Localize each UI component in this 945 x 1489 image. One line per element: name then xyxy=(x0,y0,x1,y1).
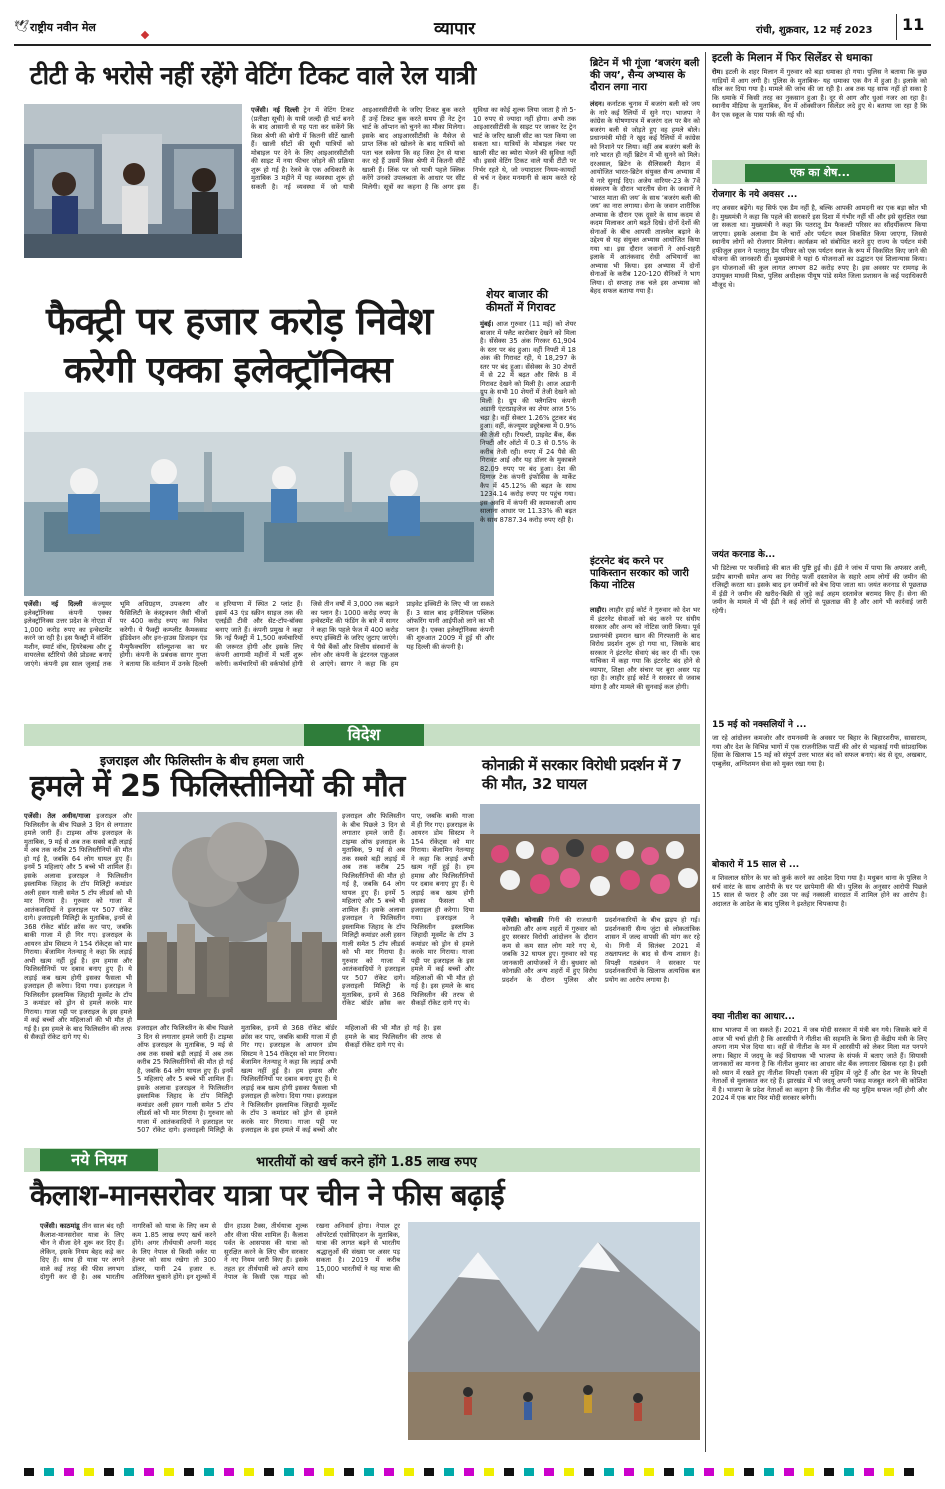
videsh-label: विदेश xyxy=(304,724,424,746)
kailash-body xyxy=(40,1222,400,1440)
conakry-text: गिनी की राजधानी कोनाक्री और अन्य शहरों में गुरुवार को हुए सरकार विरोधी आंदोलन के दौरान कम से कम सात लोग मारे गए थे, जबकि 32 घायल हुए। गुरुवार को यह जानकारी आयोजकों ने दी। बुधवार को कोनाक्री और अन्य शहरों में हुए विरोध प्रदर्शन के दौरान पुलिस और प्रदर्शनकारियों के बीच झड़प हो गई। प्रदर्शनकारी सैन्य जुंटा से लोकतांत्रिक शासन में जल्द वापसी की मांग कर रहे थे। गिनी में सितंबर 2021 में तख्तापलट के बाद से सैन्य शासन है। विपक्षी गठबंधन ने सरकार पर प्रदर्शनकारियों के खिलाफ अत्यधिक बल प्रयोग का आरोप लगाया है। xyxy=(502,916,700,984)
factory-workers-image xyxy=(24,392,494,596)
side-item-5-title: क्या नीतीश का आधार... xyxy=(712,1012,795,1022)
gaza-strike-photo xyxy=(137,812,337,1020)
bird-logo-icon: 🕊 xyxy=(14,19,30,33)
gaza-dateline: एजेंसी। तेल अवीव/गाजा xyxy=(24,812,91,820)
masthead-divider xyxy=(896,14,897,40)
pencil-icon xyxy=(141,31,149,39)
mountain-pilgrims-image xyxy=(408,1222,700,1440)
factory-body xyxy=(24,600,494,720)
gaza-body-left xyxy=(24,812,132,1140)
market-dateline: मुंबई। xyxy=(480,320,494,328)
factory-text: कंज्यूमर इलेक्ट्रॉनिक्स कंपनी एक्का इलेक्ट्रॉनिक्स उत्तर प्रदेश के नोएडा में 1,000 करोड़ रुपए का इन्वेस्टमेंट करने जा रही है। इस फैक्ट्री में वॉशिंग मशीन, स्मार्ट वॉच, हियरेबल्स और ट्रू वायरलेस स्टीरियो जैसे प्रोडक्ट बनाए जाएंगे। कंपनी इस साल जुलाई तक भूमि अधिग्रहण, उपकरण और फैसिलिटी के कंस्ट्रक्शन जैसी चीजों पर 400 करोड़ रुपए का निवेश करेगी। ये फैक्ट्री कम्प्लीट कैमकसड इंडिग्रेशन और इन-हाउस डिजाइन एंड मैन्युफैक्चरिंग सॉल्यूशन्स का घर होगी। कंपनी के प्रबंधक सागर गुप्ता ने बताया कि वर्तमान में उनके दिल्ली व हरियाणा में स्थित 2 प्लांट हैं। इसमें 43 एंड स्क्रीन साइज तक की एलईडी टीवी और सेट-टॉप-बॉक्स बनाए जाते हैं। कंपनी प्रमुख ने कहा कि नई फैक्ट्री में 1,500 कर्मचारियों की जरूरत होगी और इसके लिए कंपनी आगामी महीनों में भर्ती शुरू करेगी। कर्मचारियों की वर्कफोर्स होगी जिसे तीन वर्षों में 3,000 तक बढ़ाने का प्लान है। 1000 करोड़ रुपए के इन्वेस्टमेंट की फंडिंग के बारे में सागर ने कहा कि पहले फेज में 400 करोड़ रुपए इक्विटी के जरिए जुटाए जाएंगे। ये पैसे बैंकों और वित्तीय संस्थानों के लोन और कंपनी के इंटरनल एक्रुअल से आएंगे। सागर ने कहा कि हम प्राइवेट इक्विटी के लिए भी जा सकते हैं। 3 साल बाद इनीशियल पब्लिक ऑफरिंग यानी आईपीओ लाने का भी प्लान है। एक्का इलेक्ट्रॉनिक्स कंपनी की शुरुआत 2009 में हुई थी और यह दिल्ली की कंपनी है। xyxy=(24,600,494,668)
factory-photo xyxy=(24,392,494,596)
internet-dateline: लाहौर। xyxy=(590,606,607,614)
factory-dateline: एजेंसी। नई दिल्ली xyxy=(24,600,83,608)
side-item-5-body: साथ भाजपा में जा सकते हैं। 2021 में जब मोदी सरकार में मंत्री बन गये। जिसके बारे में आज भी चर्चा होती है कि आरसीपी ने नीतीश की सहमति के बिना ही केंद्रीय मंत्री के लिए अपना नाम भेज दिया था। वहीं से नीतीश के मन में आरसीपी को लेकर मिला मत पनपने लगा। बिहार में जदयू के कई विधायक भी भाजपा के संपर्क में बताए जाते हैं। सियासी जानकारों का मानना है कि नीतीश कुमार का आधार वोट बैंक लगातार खिसक रहा है। इसी को ध्यान में रखते हुए नीतीश विपक्षी एकता की मुहिम में जुटे हैं और देश भर के विपक्षी नेताओं से मुलाकात कर रहे हैं। झारखंड में भी जदयू अपनी पकड़ मजबूत करने की कोशिश में है। भाजपा के प्रदेश नेताओं का कहना है कि नीतीश की यह मुहिम सफल नहीं होगी और 2024 में एक बार फिर मोदी सरकार बनेगी। xyxy=(712,1026,927,1102)
rail-text: ट्रेन में वेटिंग टिकट (प्रतीक्षा सूची) के यात्री जल्दी ही चार्ट बनने के बाद आसानी से यह पता कर सकेंगे कि किस श्रेणी की बोगी में कितनी सीटें खाली हैं। खाली सीटों की सूची यात्रियों को मोबाइल पर देने के लिए आइआरसीटीसी की साइट में नया फीचर जोड़ने की प्रक्रिया शुरू हो गई है। रेलवे के एक अधिकारी के मुताबिक 3 महीने में यह व्यवस्था शुरू हो सकती है। नई व्यवस्था में जो यात्री आइआरसीटीसी के जरिए टिकट बुक करते हैं उन्हें टिकट बुक करते समय ही नेट ट्रेन चार्ट के ऑप्शन को चुनने का मौका मिलेगा। इसके बाद आइआरसीटीसी के मैसेज से प्राप्त लिंक को खोलने के बाद यात्रियों को पता चल सकेगा कि वह जिस ट्रेन से यात्रा कर रहे हैं उसमें किस श्रेणी में कितनी सीटें खाली हैं। लिंक पर जो यात्री पहले क्लिक करेंगे उनको उपलब्धता के आधार पर सीट मिलेगी। सूत्रों का कहना है कि अगर इस सुविधा का कोई शुल्क लिया जाता है तो 5-10 रुपए से ज्यादा नहीं होगा। अभी तक आइआरसीटीसी के साइट पर जाकर रेट ट्रेन चार्ट के जरिए खाली सीट का पता किया जा सकता था। यात्रियों के मोबाइल नंबर पर खाली सीट का ब्योरा भेजने की सुविधा नहीं थी। इससे वेटिंग टिकट वाले यात्री टीटी पर निर्भर रहते थे, जो ज्यादातर नियम-कायदों से चर्च न देकर मनमानी से काम करते रहे हैं। xyxy=(251,106,576,191)
crowd-image xyxy=(480,804,700,912)
italy-text: इटली के शहर मिलान में गुरुवार को बड़ा धमाका हो गया। पुलिस ने बताया कि कुछ गाड़ियों में आग लगी है। पुलिस के मुताबिक- यह धमाका एक वैन में हुआ है। इलाके को सील कर दिया गया है। मामले की जांच की जा रही है। अब तक यह साफ नहीं हो सका है कि धमाके में किसी तरह का नुकसान हुआ है। दूर से आग और धुआं नजर आ रहा है। स्थानीय मीडिया के मुताबिक, वैन में ऑक्सीजन सिलेंडर लदे हुए थे। बताया जा रहा है कि वैन एक स्कूल के पास पार्क की गई थी। xyxy=(712,68,927,119)
side-item-2-title: जयंत करनाड के... xyxy=(712,550,776,560)
market-headline: शेयर बाजार की कीमतों में गिरावट xyxy=(486,288,556,314)
gaza-kicker: इजराइल और फिलिस्तीन के बीच हमला जारी xyxy=(100,753,304,768)
smoke-city-image xyxy=(137,812,337,1020)
italy-body xyxy=(712,68,927,156)
gaza-body-right xyxy=(342,812,474,1140)
train-interior-photo xyxy=(24,104,242,258)
internet-body xyxy=(590,606,700,718)
niyam-label: नये नियम xyxy=(40,1149,158,1171)
kailash-dateline: एजेंसी। काठमांडू xyxy=(40,1222,80,1230)
uk-headline: ब्रिटेन में भी गूंजा ‘बजरंग बली की जय’, सैन्य अभ्यास के दौरान लगा नारा xyxy=(590,58,700,93)
italy-dateline: रोम। xyxy=(712,68,723,76)
kailash-headline: कैलाश-मानसरोवर यात्रा पर चीन ने फीस बढ़ाई xyxy=(30,1178,505,1212)
market-body xyxy=(480,320,576,715)
kailash-photo xyxy=(408,1222,700,1440)
gaza-headline: हमले में 25 फिलिस्तीनियों की मौत xyxy=(30,769,405,804)
side-item-4-title: बोकारो में 15 साल से ... xyxy=(712,860,800,870)
page-number: 11 xyxy=(902,15,925,34)
rail-body xyxy=(251,106,576,258)
gaza-text-right: इजराइल और फिलिस्तीन के बीच पिछले 3 दिन से लगातार हमले जारी हैं। टाइम्स ऑफ इजराइल के मुताबिक, 9 मई से अब तक सबसे बड़ी लड़ाई में अब तक करीब 25 फिलिस्तीनियों की मौत हो गई है, जबकि 64 लोग घायल हुए हैं। इनमें 5 महिलाएं और 5 बच्चे भी शामिल हैं। इसके अलावा इजराइल ने फिलिस्तीन इस्लामिक जिहाद के टॉप मिलिट्री कमांडर अली हसन गाली समेत 5 टॉप लीडर्स को भी मार गिराया है। गुरुवार को गाजा में आतंकवादियों ने इजराइल पर 507 रॉकेट दागे। इजराइली मिलिट्री के मुताबिक, इनमें से 368 रॉकेट बॉर्डर क्रॉस कर पाए, जबकि बाकी गाजा में ही गिर गए। इजराइल के आयरन डोम सिस्टम ने 154 रॉकेट्स को मार गिराया। बेंजामिन नेतन्याहू ने कहा कि लड़ाई अभी खत्म नहीं हुई है। हम हमास और फिलिस्तीनियों पर दबाव बनाए हुए हैं। ये लड़ाई कब खत्म होगी इसका फैसला भी इजराइल ही करेगा। दिया गया। इजराइल ने फिलिस्तीन इस्लामिक जिहादी मूवमेंट के टॉप 3 कमांडर को ड्रोन से हमले करके मार गिराया। गाजा पट्टी पर इजराइल के इस हमले में कई बच्चों और महिलाओं की भी मौत हो गई है। इस हमले के बाद फिलिस्तीन की तरफ से सैकड़ों रॉकेट दागे गए थे। xyxy=(342,812,474,1007)
side-header: एक का शेष... xyxy=(745,164,895,182)
conakry-protest-photo xyxy=(480,804,700,912)
factory-headline-line1: फैक्ट्री पर हजार करोड़ निवेश xyxy=(46,299,433,343)
section-title: व्यापार xyxy=(434,19,476,39)
rail-headline: टीटी के भरोसे नहीं रहेंगे वेटिंग टिकट वाले रेल यात्री xyxy=(30,61,476,90)
footer-color-strip xyxy=(24,1468,924,1476)
kailash-text: तीन साल बंद रही कैलाश-मानसरोवर यात्रा के लिए चीन ने वीजा देने शुरू कर दिए हैं। लेकिन, इसके नियम बेहद कड़े कर दिए हैं। साथ ही यात्रा पर लगने वाले कई तरह की फीस लगभग दोगुनी कर दी है। अब भारतीय नागरिकों को यात्रा के लिए कम से कम 1.85 लाख रुपए खर्च करने होंगे। अगर तीर्थयात्री अपनी मदद के लिए नेपाल से किसी वर्कर या हेल्पर को साथ रखेगा तो 300 डॉलर, यानी 24 हजार रु. अतिरिक्त चुकाने होंगे। इन शुल्कों में ग्रीन हाउस टैक्स, तीर्थयात्रा शुल्क और वीजा फीस शामिल हैं। कैलाश पर्वत के आसपास की यात्रा को सुरक्षित करने के लिए चीन सरकार ने नए नियम जारी किए हैं। इसके तहत हर तीर्थयात्री को अपने साथ नेपाल के किसी एक गाइड को रखना अनिवार्य होगा। नेपाल टूर ऑपरेटर्स एसोसिएशन के मुताबिक, यात्रा की लागत बढ़ने से भारतीय श्रद्धालुओं की संख्या पर असर पड़ सकता है। 2019 में करीब 15,000 भारतीयों ने यह यात्रा की थी। xyxy=(40,1222,400,1281)
niyam-kicker: भारतीयों को खर्च करने होंगे 1.85 लाख रुपए xyxy=(256,1155,477,1170)
internet-text: लाहौर हाई कोर्ट ने गुरुवार को देश भर में इंटरनेट सेवाओं को बंद करने पर संघीय सरकार और अन्य को नोटिस जारी किया। पूर्व प्रधानमंत्री इमरान खान की गिरफ्तारी के बाद विरोध प्रदर्शन शुरू हो गया था, जिसके बाद सरकार ने इंटरनेट सेवाएं बंद कर दी थीं। एक याचिका में कहा गया कि इंटरनेट बंद होने से व्यापार, शिक्षा और संचार पर बुरा असर पड़ रहा है। लाहौर हाई कोर्ट ने सरकार से जवाब मांगा है और मामले की सुनवाई कल होगी। xyxy=(590,606,700,691)
side-item-1-title: रोजगार के नये अवसर ... xyxy=(712,190,798,200)
gaza-text-continued: इजराइल और फिलिस्तीन के बीच पिछले 3 दिन से लगातार हमले जारी हैं। टाइम्स ऑफ इजराइल के मुताबिक, 9 मई से अब तक सबसे बड़ी लड़ाई में अब तक करीब 25 फिलिस्तीनियों की मौत हो गई है, जबकि 64 लोग घायल हुए हैं। इनमें 5 महिलाएं और 5 बच्चे भी शामिल हैं। इसके अलावा इजराइल ने फिलिस्तीन इस्लामिक जिहाद के टॉप मिलिट्री कमांडर अली हसन गाली समेत 5 टॉप लीडर्स को भी मार गिराया है। गुरुवार को गाजा में आतंकवादियों ने इजराइल पर 507 रॉकेट दागे। इजराइली मिलिट्री के मुताबिक, इनमें से 368 रॉकेट बॉर्डर क्रॉस कर पाए, जबकि बाकी गाजा में ही गिर गए। इजराइल के आयरन डोम सिस्टम ने 154 रॉकेट्स को मार गिराया। बेंजामिन नेतन्याहू ने कहा कि लड़ाई अभी खत्म नहीं हुई है। हम हमास और फिलिस्तीनियों पर दबाव बनाए हुए हैं। ये लड़ाई कब खत्म होगी इसका फैसला भी इजराइल ही करेगा। दिया गया। इजराइल ने फिलिस्तीन इस्लामिक जिहादी मूवमेंट के टॉप 3 कमांडर को ड्रोन से हमले करके मार गिराया। गाजा पट्टी पर इजराइल के इस हमले में कई बच्चों और महिलाओं की भी मौत हो गई है। इस हमले के बाद फिलिस्तीन की तरफ से सैकड़ों रॉकेट दागे गए थे। xyxy=(137,1024,441,1134)
uk-body xyxy=(590,100,700,550)
issue-date: रांची, शुक्रवार, 12 मई 2023 xyxy=(756,25,873,36)
rail-dateline: एजेंसी। नई दिल्ली xyxy=(251,106,299,114)
gaza-body-mid xyxy=(137,1024,441,1140)
side-item-1-body: नए अवसर बढ़ेंगे। यह सिर्फ एक डैम नहीं है, बल्कि आपकी आमदनी का एक बड़ा स्रोत भी है। मुख्यमंत्री ने कहा कि पहले की सरकारें इस दिशा में गंभीर नहीं थीं और इसे सुरक्षित रखा जा सकता था। मुख्यमंत्री ने कहा कि पतरातू डैम फैकल्टी परिसर का सौंदर्यीकरण किया जाएगा। इसके अलावा डैम के चारों ओर पर्यटन स्थल विकसित किया जाएगा, जिससे स्थानीय लोगों को रोजगार मिलेगा। कार्यक्रम को संबोधित करते हुए राज्य के पर्यटन मंत्री हफीजुल हसन ने पतरातू डैम परिसर को एक पर्यटन स्थल के रूप में विकसित किए जाने की योजना की जानकारी दी। मुख्यमंत्री ने यहां 6 योजनाओं का उद्घाटन एवं शिलान्यास किया। इन योजनाओं की कुल लागत लगभग 82 करोड़ रुपए है। इस अवसर पर रामगढ़ के उपायुक्त माधवी मिश्रा, पुलिस अधीक्षक पीयूष पांडे समेत जिला प्रशासन के कई पदाधिकारी मौजूद थे। xyxy=(712,204,927,289)
side-item-3-body: जा रहे आंदोलन कमजोर और रामनवमी के अवसर पर बिहार के बिहारशरीफ, सासाराम, गया और देश के विभिन्न भागों में एक राजनीतिक पार्टी की ओर से भड़काई गयी सांप्रदायिक हिंसा के खिलाफ 15 मई को संपूर्ण उत्तर भारत बंद को सफल बनाएं। बंद से दूध, अखबार, एम्बुलेंस, अग्निशमन सेवा को मुक्त रखा गया है। xyxy=(712,734,927,768)
side-item-4-body: व शिवलाल सोरेन के घर को कुर्क करने का आदेश दिया गया है। मधुबन थाना के पुलिस ने सर्च वारंट के साथ आरोपी के घर पर छापेमारी की थी। पुलिस के अनुसार आरोपी पिछले 15 साल से फरार है और उस पर कई नक्सली वारदात में शामिल होने का आरोप है। अदालत के आदेश के बाद पुलिस ने इश्तेहार चिपकाया है। xyxy=(712,874,927,908)
factory-headline-line2: करेगी एक्का इलेक्ट्रॉनिक्स xyxy=(64,350,393,391)
market-text: आज गुरुवार (11 मई) को शेयर बाजार में फ्लैट कारोबार देखने को मिला है। सेंसेक्स 35 अंक गिरकर 61,904 के स्तर पर बंद हुआ। वहीं निफ्टी में 18 अंक की गिरावट रही, ये 18,297 के स्तर पर बंद हुआ। सेंसेक्स के 30 शेयरों में से 22 में बढ़त और सिर्फ 8 में गिरावट देखने को मिली है। आज अडानी ग्रुप के सभी 10 शेयरों में तेजी देखने को मिली है। ग्रुप की फ्लैगशिप कंपनी अडानी एंटरप्राइजेज का शेयर आज 5% चढ़ा है। वहीं सेक्टर 1.26% टूटकर बंद हुआ। वहीं, कंज्यूमर ड्यूरेबल्स में 0.9% की तेजी रही। रियल्टी, प्राइवेट बैंक, बैंक निफ्टी और ऑटो में 0.3 से 0.5% के करीब तेजी रही। रुपए में 24 पैसे की गिरावट आई और यह डॉलर के मुकाबले 82.09 रुपए पर बंद हुआ। देश की दिग्गज टेक कंपनी इंफोसिस के मार्केट कैप में 45.12% की बढ़त के साथ 1234.14 करोड़ रुपए पर पहुंच गया। इस अवधि में कंपनी की कामकाजी आय सालाना आधार पर 11.33% की बढ़त के साथ 8787.34 करोड़ रुपए रही है। xyxy=(480,320,576,524)
internet-headline: इंटरनेट बंद करने पर पाकिस्तान सरकार को जारी किया नोटिस xyxy=(590,556,689,591)
italy-headline: इटली के मिलान में फिर सिलेंडर से धमाका xyxy=(712,52,873,64)
conakry-dateline: एजेंसी। कोनाक्री xyxy=(502,916,544,924)
masthead-rule xyxy=(14,44,931,46)
side-item-3-title: 15 मई को नक्सलियों ने ... xyxy=(712,720,807,730)
side-item-2-body: भी डिटेल्स पर फर्जीवाड़े की बात की पुष्टि हुई थी। ईडी ने जांच में पाया कि अफसर अली, प्रदीप बागची समेत अन्य का गिरोह फर्जी दस्तावेज के सहारे आम लोगों की जमीन की रजिस्ट्री करता था। इसके बाद इन जमीनों को बेच दिया जाता था। जयंत करनाड से पूछताछ में ईडी ने जमीन की खरीद-बिक्री से जुड़े कई अहम दस्तावेज बरामद किए हैं। सेना की जमीन के मामले में भी ईडी ने कई लोगों से पूछताछ की है और आगे भी कार्रवाई जारी रहेगी। xyxy=(712,564,927,615)
conakry-headline: कोनाक्री में सरकार विरोधी प्रदर्शन में 7 की मौत, 32 घायल xyxy=(482,756,682,793)
train-interior-image xyxy=(24,104,242,258)
conakry-body xyxy=(502,916,700,1138)
vertical-divider xyxy=(705,52,706,1452)
paper-name: राष्ट्रीय नवीन मेल xyxy=(30,21,96,34)
masthead xyxy=(14,10,931,44)
uk-dateline: लंदन। xyxy=(590,100,605,108)
uk-text: कर्नाटक चुनाव में बजरंग बली को जय के नारे कई रैलियों में सुने गए। भाजपा ने कांग्रेस के घोषणापत्र में बजरंग दल पर बैन को बजरंग बली से जोड़ते हुए वह हमले बोले। प्रधानमंत्री मोदी ने खुद कई रैलियों में कांग्रेस को निशाने पर लिया। वहीं अब बजरंग बली के नारे भारत ही नहीं ब्रिटेन में भी सुनने को मिले। दरअसल, ब्रिटेन के सैलिसबरी मैदान में आयोजित भारत-ब्रिटेन संयुक्त सैन्य अभ्यास में ये नारे सुनाई दिए। अजेय वारियर-23 के 7वें संस्करण के दौरान भारतीय सेना के जवानों ने ‘भारत माता की जय’ के साथ ‘बजरंग बली की जय’ का नारा लगाया। सेना के जवान शारीरिक अभ्यास के दौरान एक दूसरे के साथ कदम से कदम मिलाकर आगे बढ़ते दिखे। दोनों देशों की सेनाओं के बीच आपसी तालमेल बढ़ाने के उद्देश्य से यह संयुक्त अभ्यास आयोजित किया गया था। इस दौरान जवानों ने अर्ध-शहरी इलाके में आतंकवाद रोधी अभियानों का अभ्यास भी किया। इस अभ्यास में दोनों सेनाओं के करीब 120-120 सैनिकों ने भाग लिया। दो सप्ताह तक चले इस अभ्यास को बेहद सफल बताया गया है। xyxy=(590,100,700,295)
gaza-text: इजराइल और फिलिस्तीन के बीच पिछले 3 दिन से लगातार हमले जारी हैं। टाइम्स ऑफ इजराइल के मुताबिक, 9 मई से अब तक सबसे बड़ी लड़ाई में अब तक करीब 25 फिलिस्तीनियों की मौत हो गई है, जबकि 64 लोग घायल हुए हैं। इनमें 5 महिलाएं और 5 बच्चे भी शामिल हैं। इसके अलावा इजराइल ने फिलिस्तीन इस्लामिक जिहाद के टॉप मिलिट्री कमांडर अली हसन गाली समेत 5 टॉप लीडर्स को भी मार गिराया है। गुरुवार को गाजा में आतंकवादियों ने इजराइल पर 507 रॉकेट दागे। इजराइली मिलिट्री के मुताबिक, इनमें से 368 रॉकेट बॉर्डर क्रॉस कर पाए, जबकि बाकी गाजा में ही गिर गए। इजराइल के आयरन डोम सिस्टम ने 154 रॉकेट्स को मार गिराया। बेंजामिन नेतन्याहू ने कहा कि लड़ाई अभी खत्म नहीं हुई है। हम हमास और फिलिस्तीनियों पर दबाव बनाए हुए हैं। ये लड़ाई कब खत्म होगी इसका फैसला भी इजराइल ही करेगा। दिया गया। इजराइल ने फिलिस्तीन इस्लामिक जिहादी मूवमेंट के टॉप 3 कमांडर को ड्रोन से हमले करके मार गिराया। गाजा पट्टी पर इजराइल के इस हमले में कई बच्चों और महिलाओं की भी मौत हो गई है। इस हमले के बाद फिलिस्तीन की तरफ से सैकड़ों रॉकेट दागे गए थे। xyxy=(24,812,133,1041)
